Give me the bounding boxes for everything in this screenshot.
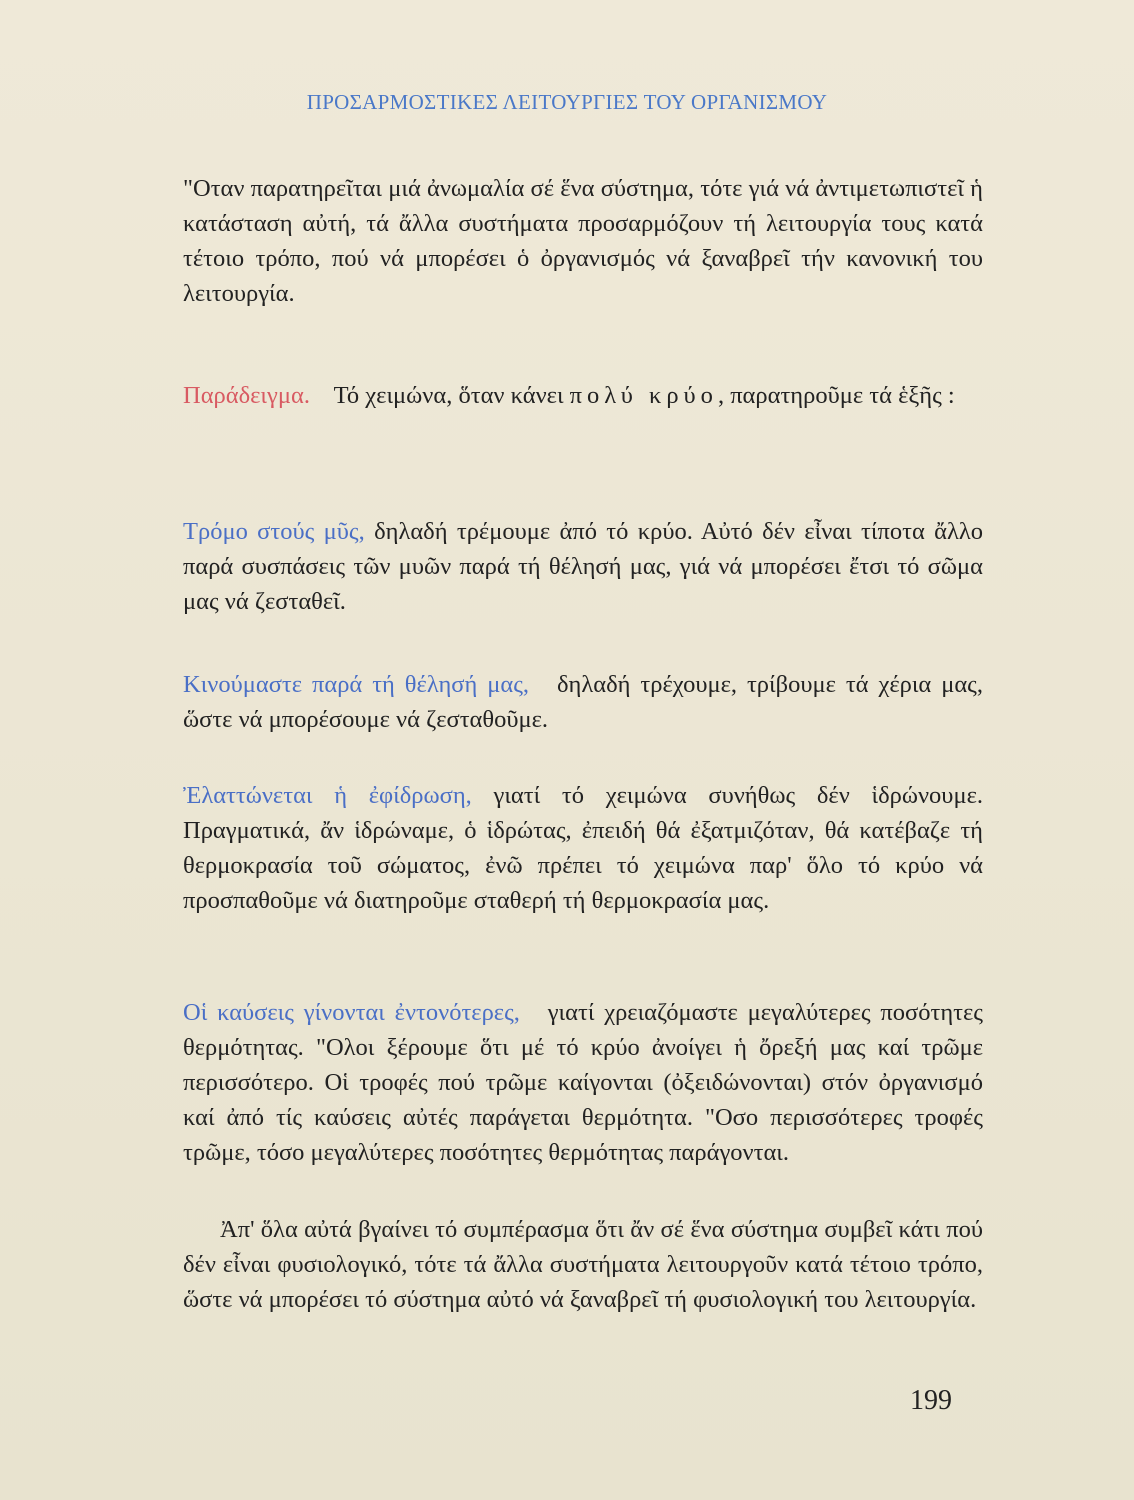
sweat-label: Ἐλαττώνεται ἡ ἐφίδρωση, — [183, 782, 472, 809]
sweat-text: γιατί τό χειμώνα συνήθως δέν ἱδρώνουμε. Πραγματικά, ἄν ἱδρώναμε, ὁ ἱδρώτας, ἐπειδή θά ἐξατμιζόταν, θά κατέβαζε τή θερμοκρασία τοῦ σώματος, ἐνῶ πρέπει τό χειμώνα παρ' ὅλο τό κρύο νά προσπαθοῦμε νά διατηροῦμε σταθερή τή θερμοκρασία μας. — [183, 782, 983, 914]
move-label: Κινούμαστε παρά τή θέλησή μας, — [183, 671, 530, 698]
shiver-text: δηλαδή τρέμουμε ἀπό τό κρύο. Αὐτό δέν εἶναι τίποτα ἄλλο παρά συσπάσεις τῶν μυῶν παρά τή θέλησή μας, γιά νά μπορέσει ἔτσι τό σῶμα μας νά ζεσταθεῖ. — [183, 518, 983, 615]
example-text-after: , παρατηροῦμε τά ἑξῆς : — [717, 382, 955, 409]
example-text-before: Τό χειμώνα, ὅταν κάνει — [333, 382, 564, 409]
paragraph-conclusion: Ἀπ' ὅλα αὐτά βγαίνει τό συμπέρασμα ὅτι ἄν σέ ἕνα σύστημα συμβεῖ κάτι πού δέν εἶναι φυσιολογικό, τότε τά ἄλλα συστήματα λειτουργοῦν κατά τέτοιο τρόπο, ὥστε νά μπορέσει τό σύστημα αὐτό νά ξαναβρεῖ τή φυσιολογική του λειτουργία. — [183, 1216, 983, 1313]
paragraph-shiver — [183, 514, 983, 619]
move-text: δηλαδή τρέχουμε, τρίβουμε τά χέρια μας, ὥστε νά μπορέσουμε νά ζεσταθοῦμε. — [183, 671, 983, 733]
paragraph-intro: "Οταν παρατηρεῖται μιά ἀνωμαλία σέ ἕνα σύστημα, τότε γιά νά ἀντιμετωπιστεῖ ἡ κατάσταση αὐτή, τά ἄλλα συστήματα προσαρμόζουν τή λειτουργία τους κατά τέτοιο τρόπο, πού νά μπορέσει ὁ ὀργανισμός νά ξαναβρεῖ τήν κανονική του λειτουργία. — [183, 175, 983, 307]
paragraph-sweat — [183, 778, 983, 918]
paragraph-example — [183, 378, 983, 413]
page-number: 199 — [910, 1385, 952, 1416]
burn-label: Οἱ καύσεις γίνονται ἐντονότερες, — [183, 999, 520, 1026]
burn-text: γιατί χρειαζόμαστε μεγαλύτερες ποσότητες θερμότητας. "Ολοι ξέρουμε ὅτι μέ τό κρύο ἀνοίγει ἡ ὄρεξή μας καί τρῶμε περισσότερο. Οἱ τροφές πού τρῶμε καίγονται (ὀξειδώνονται) στόν ὀργανισμό καί ἀπό τίς καύσεις αὐτές παράγεται θερμότητα. "Οσο περισσότερες τροφές τρῶμε, τόσο μεγαλύτερες ποσότητες θερμότητας παράγονται. — [183, 999, 984, 1166]
page-header-title: ΠΡΟΣΑΡΜΟΣΤΙΚΕΣ ΛΕΙΤΟΥΡΓΙΕΣ ΤΟΥ ΟΡΓΑΝΙΣΜΟΥ — [306, 90, 828, 114]
example-spaced-text: πολύ κρύο — [569, 382, 718, 409]
example-label: Παράδειγμα. — [183, 382, 310, 409]
shiver-label: Τρόμο στούς μῦς, — [183, 518, 365, 545]
paragraph-move — [183, 667, 983, 737]
paragraph-burn — [183, 995, 983, 1170]
